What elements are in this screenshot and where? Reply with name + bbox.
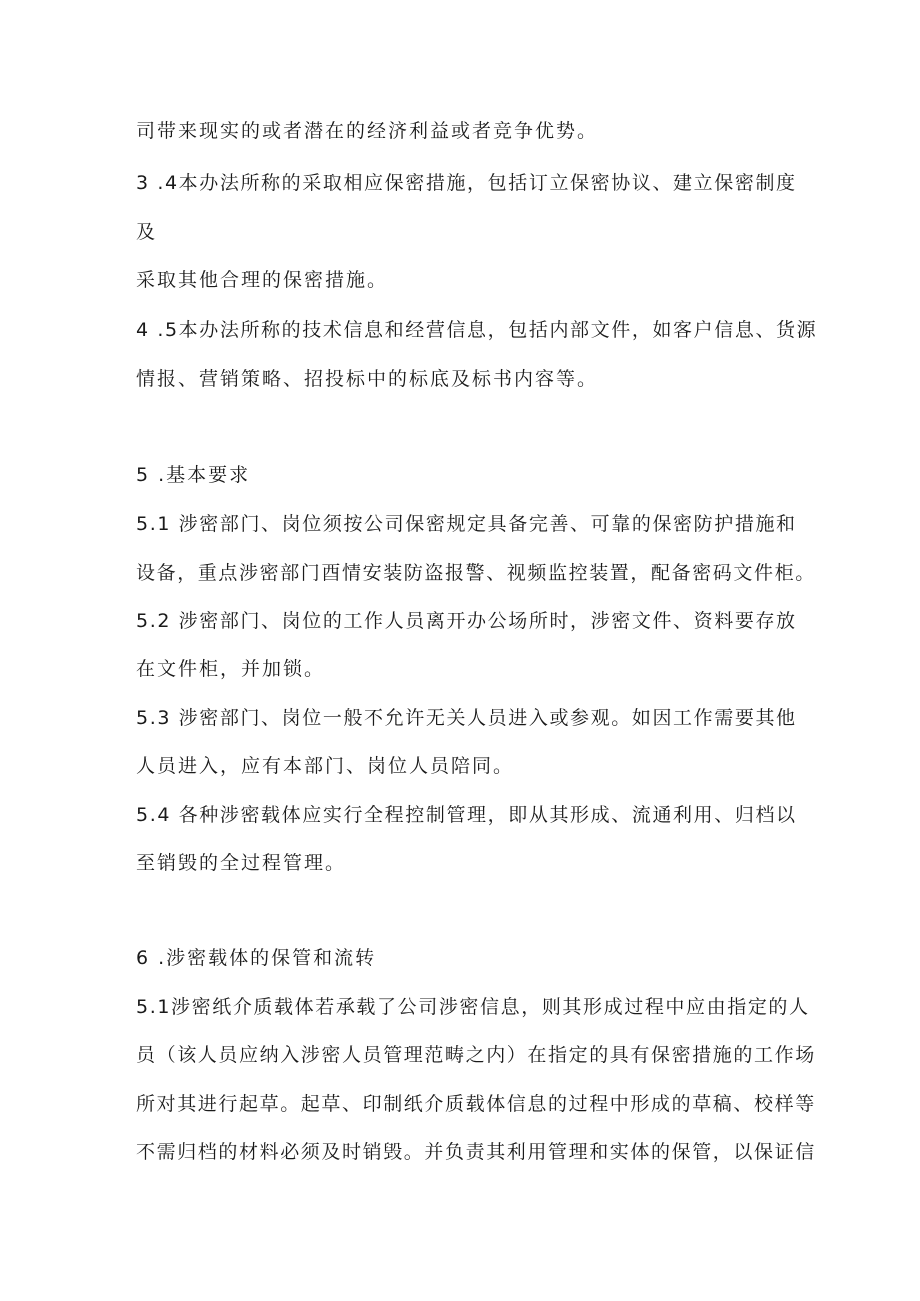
paragraph-line: 不需归档的材料必须及时销毁。并负责其利用管理和实体的保管，以保证信 bbox=[136, 1141, 816, 1163]
paragraph-line: 人员进入，应有本部门、岗位人员陪同。 bbox=[136, 755, 515, 777]
paragraph-line: 5.1 涉密部门、岗位须按公司保密规定具备完善、可靠的保密防护措施和 bbox=[136, 513, 797, 535]
section-heading: 5 .基本要求 bbox=[136, 464, 251, 486]
paragraph-line: 3 .4本办法所称的采取相应保密措施，包括订立保密协议、建立保密制度 bbox=[136, 172, 797, 194]
paragraph-line: 所对其进行起草。起草、印制纸介质载体信息的过程中形成的草稿、校样等 bbox=[136, 1093, 816, 1115]
paragraph-line: 情报、营销策略、招投标中的标底及标书内容等。 bbox=[136, 368, 599, 390]
paragraph-line: 5.2 涉密部门、岗位的工作人员离开办公场所时，涉密文件、资料要存放 bbox=[136, 610, 797, 632]
paragraph-line: 5.1涉密纸介质载体若承载了公司涉密信息，则其形成过程中应由指定的人 bbox=[136, 996, 810, 1018]
section-heading: 6 .涉密载体的保管和流转 bbox=[136, 947, 377, 969]
paragraph-line: 司带来现实的或者潜在的经济利益或者竞争优势。 bbox=[136, 120, 599, 142]
paragraph-line: 5.4 各种涉密载体应实行全程控制管理，即从其形成、流通利用、归档以 bbox=[136, 804, 797, 826]
paragraph-line: 员（该人员应纳入涉密人员管理范畴之内）在指定的具有保密措施的工作场 bbox=[136, 1044, 816, 1066]
paragraph-line: 及 bbox=[136, 221, 158, 243]
paragraph-line: 在文件柜，并加锁。 bbox=[136, 658, 326, 680]
paragraph-line: 设备，重点涉密部门酉情安装防盗报警、视频监控装置，配备密码文件柜。 bbox=[136, 562, 816, 584]
paragraph-line: 5.3 涉密部门、岗位一般不允许无关人员进入或参观。如因工作需要其他 bbox=[136, 707, 797, 729]
paragraph-line: 至销毁的全过程管理。 bbox=[136, 852, 347, 874]
paragraph-line: 4 .5本办法所称的技术信息和经营信息，包括内部文件，如客户信息、货源 bbox=[136, 319, 818, 341]
paragraph-line: 采取其他合理的保密措施。 bbox=[136, 269, 389, 291]
